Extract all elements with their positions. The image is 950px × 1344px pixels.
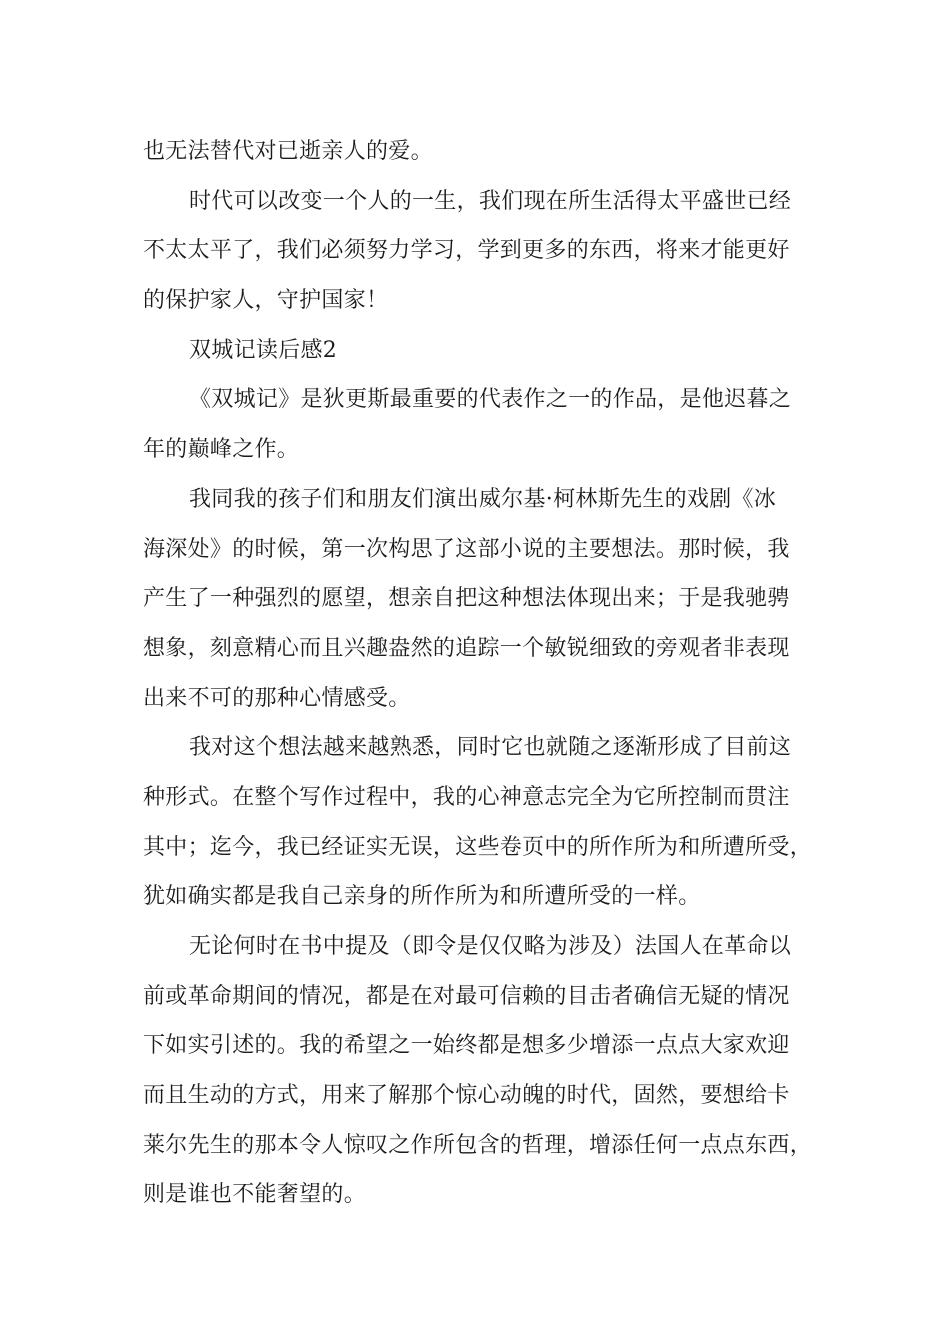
text-line: 想象，刻意精心而且兴趣盎然的追踪一个敏锐细致的旁观者非表现 — [143, 635, 790, 661]
text-line: 莱尔先生的那本令人惊叹之作所包含的哲理，增添任何一点点东西， — [143, 1132, 813, 1158]
text-line: 则是谁也不能奢望的。 — [143, 1182, 367, 1208]
text-line: 下如实引述的。我的希望之一始终都是想多少增添一点点大家欢迎 — [143, 1033, 790, 1059]
text-line: 产生了一种强烈的愿望，想亲自把这种想法体现出来；于是我驰骋 — [143, 586, 790, 612]
text-line: 犹如确实都是我自己亲身的所作所为和所遭所受的一样。 — [143, 884, 701, 910]
text-line: 的保护家人，守护国家！ — [143, 288, 389, 314]
text-line: 其中；迄今，我已经证实无误，这些卷页中的所作所为和所遭所受， — [143, 834, 813, 860]
text-line: 前或革命期间的情况，都是在对最可信赖的目击者确信无疑的情况 — [143, 983, 790, 1009]
text-line: 也无法替代对已逝亲人的爱。 — [143, 139, 433, 164]
text-line: 《双城记》是狄更斯最重要的代表作之一的作品，是他迟暮之 — [189, 387, 792, 413]
text-line: 我对这个想法越来越熟悉，同时它也就随之逐渐形成了目前这 — [189, 735, 792, 761]
text-line: 年的巅峰之作。 — [143, 437, 300, 463]
text-line: 无论何时在书中提及（即令是仅仅略为涉及）法国人在革命以 — [189, 934, 792, 959]
text-line: 我同我的孩子们和朋友们演出威尔基·柯林斯先生的戏剧《冰 — [189, 486, 777, 512]
text-line: 时代可以改变一个人的一生，我们现在所生活得太平盛世已经 — [189, 188, 792, 214]
body-text — [143, 127, 813, 1220]
text-line: 不太太平了，我们必须努力学习，学到更多的东西，将来才能更好 — [143, 238, 790, 264]
text-line: 出来不可的那种心情感受。 — [143, 685, 411, 711]
section-heading: 双城记读后感2 — [189, 337, 338, 363]
text-line: 种形式。在整个写作过程中，我的心神意志完全为它所控制而贯注 — [143, 784, 790, 810]
text-line: 海深处》的时候，第一次构思了这部小说的主要想法。那时候，我 — [143, 536, 790, 562]
text-line: 而且生动的方式，用来了解那个惊心动魄的时代，固然，要想给卡 — [143, 1083, 790, 1109]
